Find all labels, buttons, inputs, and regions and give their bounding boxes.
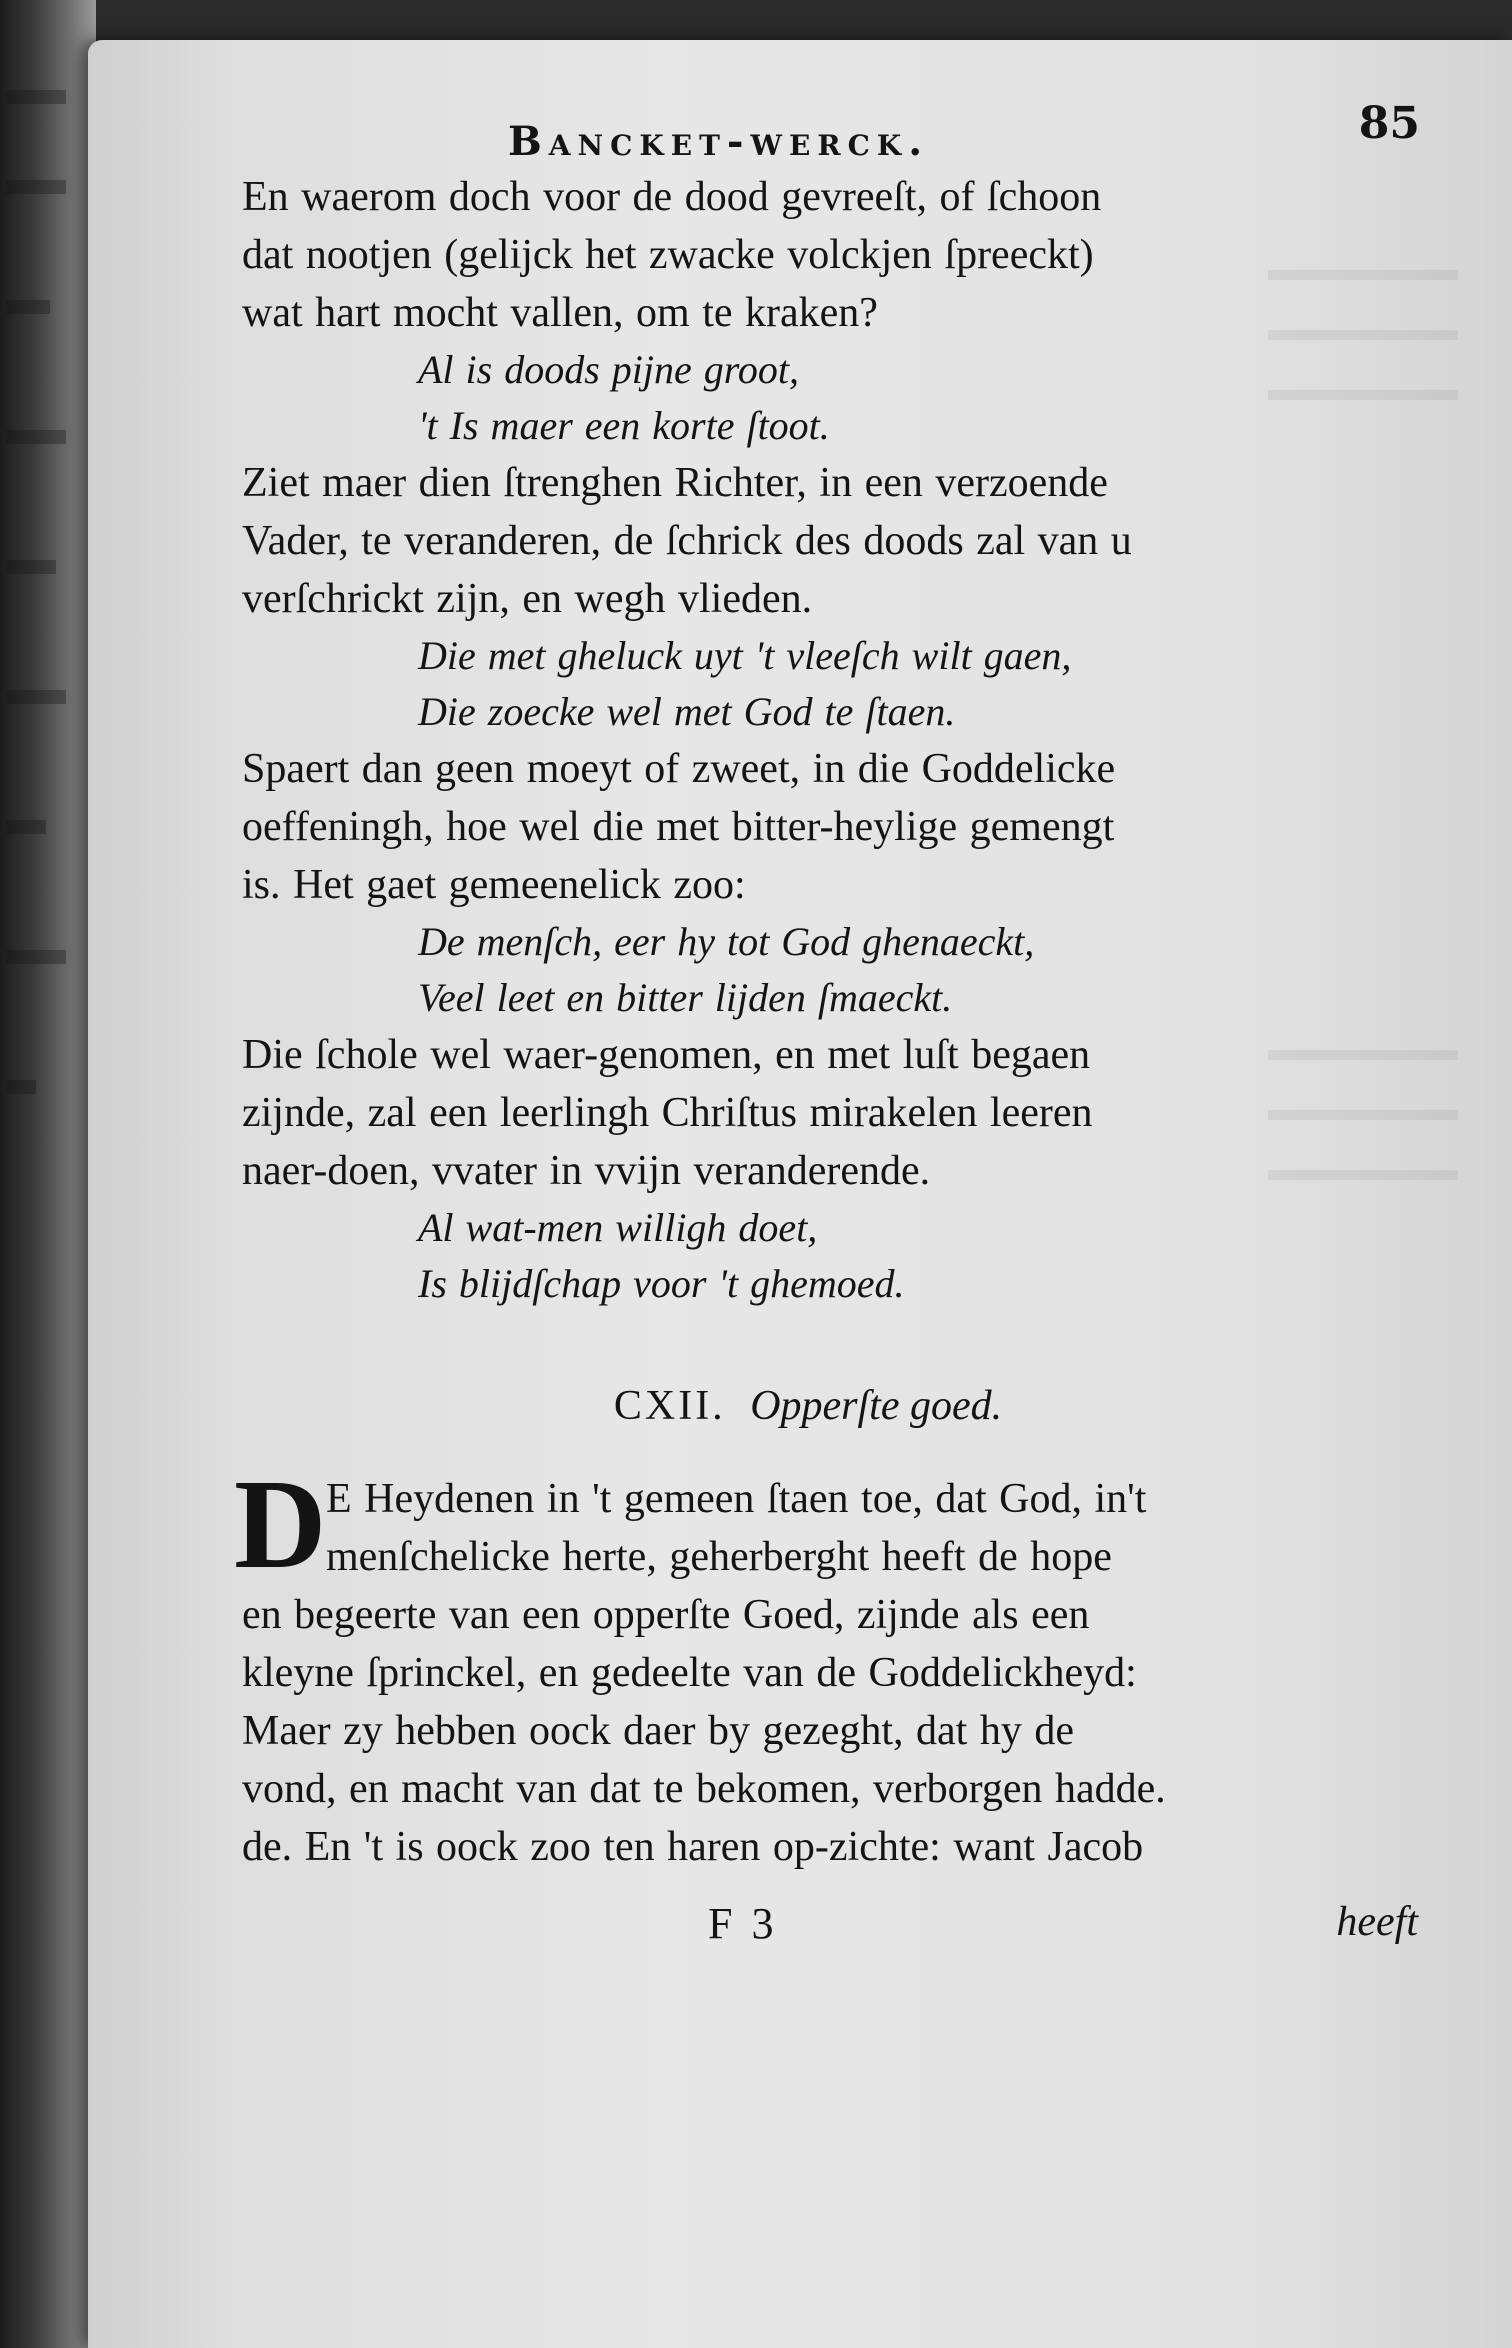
drop-cap: D — [234, 1453, 327, 1595]
prose-block-2 — [168, 454, 1448, 628]
running-title: Banckeт-werck. — [508, 118, 930, 165]
verse-line: Veel leet en bitter lijden ſmaeckt. — [418, 975, 953, 1020]
prose-block-3 — [168, 740, 1448, 914]
prose-line: Vader, te veranderen, de ſchrick des doods zal van u — [242, 518, 1132, 564]
paragraph-line: Maer zy hebben oock daer by gezeght, dat hy de — [242, 1708, 1074, 1754]
verse-couplet-4 — [168, 1200, 1448, 1312]
running-head — [168, 90, 1448, 168]
prose-line: wat hart mocht vallen, om te kraken? — [242, 290, 878, 336]
verse-line: Die met gheluck uyt 't vleeſch wilt gaen, — [418, 633, 1072, 678]
catchword: heeft — [1336, 1899, 1418, 1945]
verse-couplet-3 — [168, 914, 1448, 1026]
prose-line: verſchrickt zijn, en wegh vlieden. — [242, 576, 813, 622]
prose-line: zijnde, zal een leerlingh Chriſtus mirakelen leeren — [242, 1090, 1093, 1136]
verse-line: De menſch, eer hy tot God ghenaeckt, — [418, 919, 1035, 964]
paragraph-line: de. En 't is oock zoo ten haren op-zichte: want Jacob — [242, 1824, 1144, 1870]
verse-couplet-2 — [168, 628, 1448, 740]
verse-line: Is blijdſchap voor 't ghemoed. — [418, 1261, 905, 1306]
paragraph-line: E Heydenen in 't gemeen ſtaen toe, dat God, in't — [326, 1476, 1147, 1522]
page-footer — [168, 1890, 1448, 1960]
signature-mark: F 3 — [708, 1899, 778, 1948]
section-title: Opperſte goed. — [750, 1383, 1003, 1429]
verse-line: Al wat-men willigh doet, — [418, 1205, 818, 1250]
previous-page-edge — [0, 0, 96, 2348]
prose-line: naer-doen, vvater in vvijn veranderende. — [242, 1148, 931, 1194]
prose-line: oeffeningh, hoe wel die met bitter-heylige gemengt — [242, 804, 1115, 850]
book-page — [88, 40, 1512, 2348]
prose-line: is. Het gaet gemeenelick zoo: — [242, 862, 746, 908]
prose-line: Die ſchole wel waer-genomen, en met luſt begaen — [242, 1032, 1091, 1078]
prose-line: En waerom doch voor de dood gevreeſt, of ſchoon — [242, 174, 1102, 220]
verse-couplet-1 — [168, 342, 1448, 454]
verse-line: Al is doods pijne groot, — [418, 347, 799, 392]
paragraph-line: kleyne ſprinckel, en gedeelte van de Goddelickheyd: — [242, 1650, 1137, 1696]
paragraph-line: vond, en macht van dat te bekomen, verborgen hadde. — [242, 1766, 1166, 1812]
prose-line: Spaert dan geen moeyt of zweet, in die Goddelicke — [242, 746, 1116, 792]
section-heading — [168, 1382, 1448, 1430]
text-block — [168, 90, 1448, 1960]
verse-line: Die zoecke wel met God te ſtaen. — [418, 689, 956, 734]
verse-line: 't Is maer een korte ſtoot. — [418, 403, 830, 448]
prose-block-1 — [168, 168, 1448, 342]
prose-line: Ziet maer dien ſtrenghen Richter, in een verzoende — [242, 460, 1108, 506]
page-number: 85 — [1358, 98, 1420, 149]
section-number: CXII. — [613, 1383, 726, 1429]
paragraph-line: menſchelicke herte, geherberght heeft de hope — [326, 1534, 1112, 1580]
section-paragraph — [168, 1453, 1448, 1876]
paragraph-line: en begeerte van een opperſte Goed, zijnde als een — [242, 1592, 1090, 1638]
prose-block-4 — [168, 1026, 1448, 1200]
prose-line: dat nootjen (gelijck het zwacke volckjen ſpreeckt) — [242, 232, 1094, 278]
